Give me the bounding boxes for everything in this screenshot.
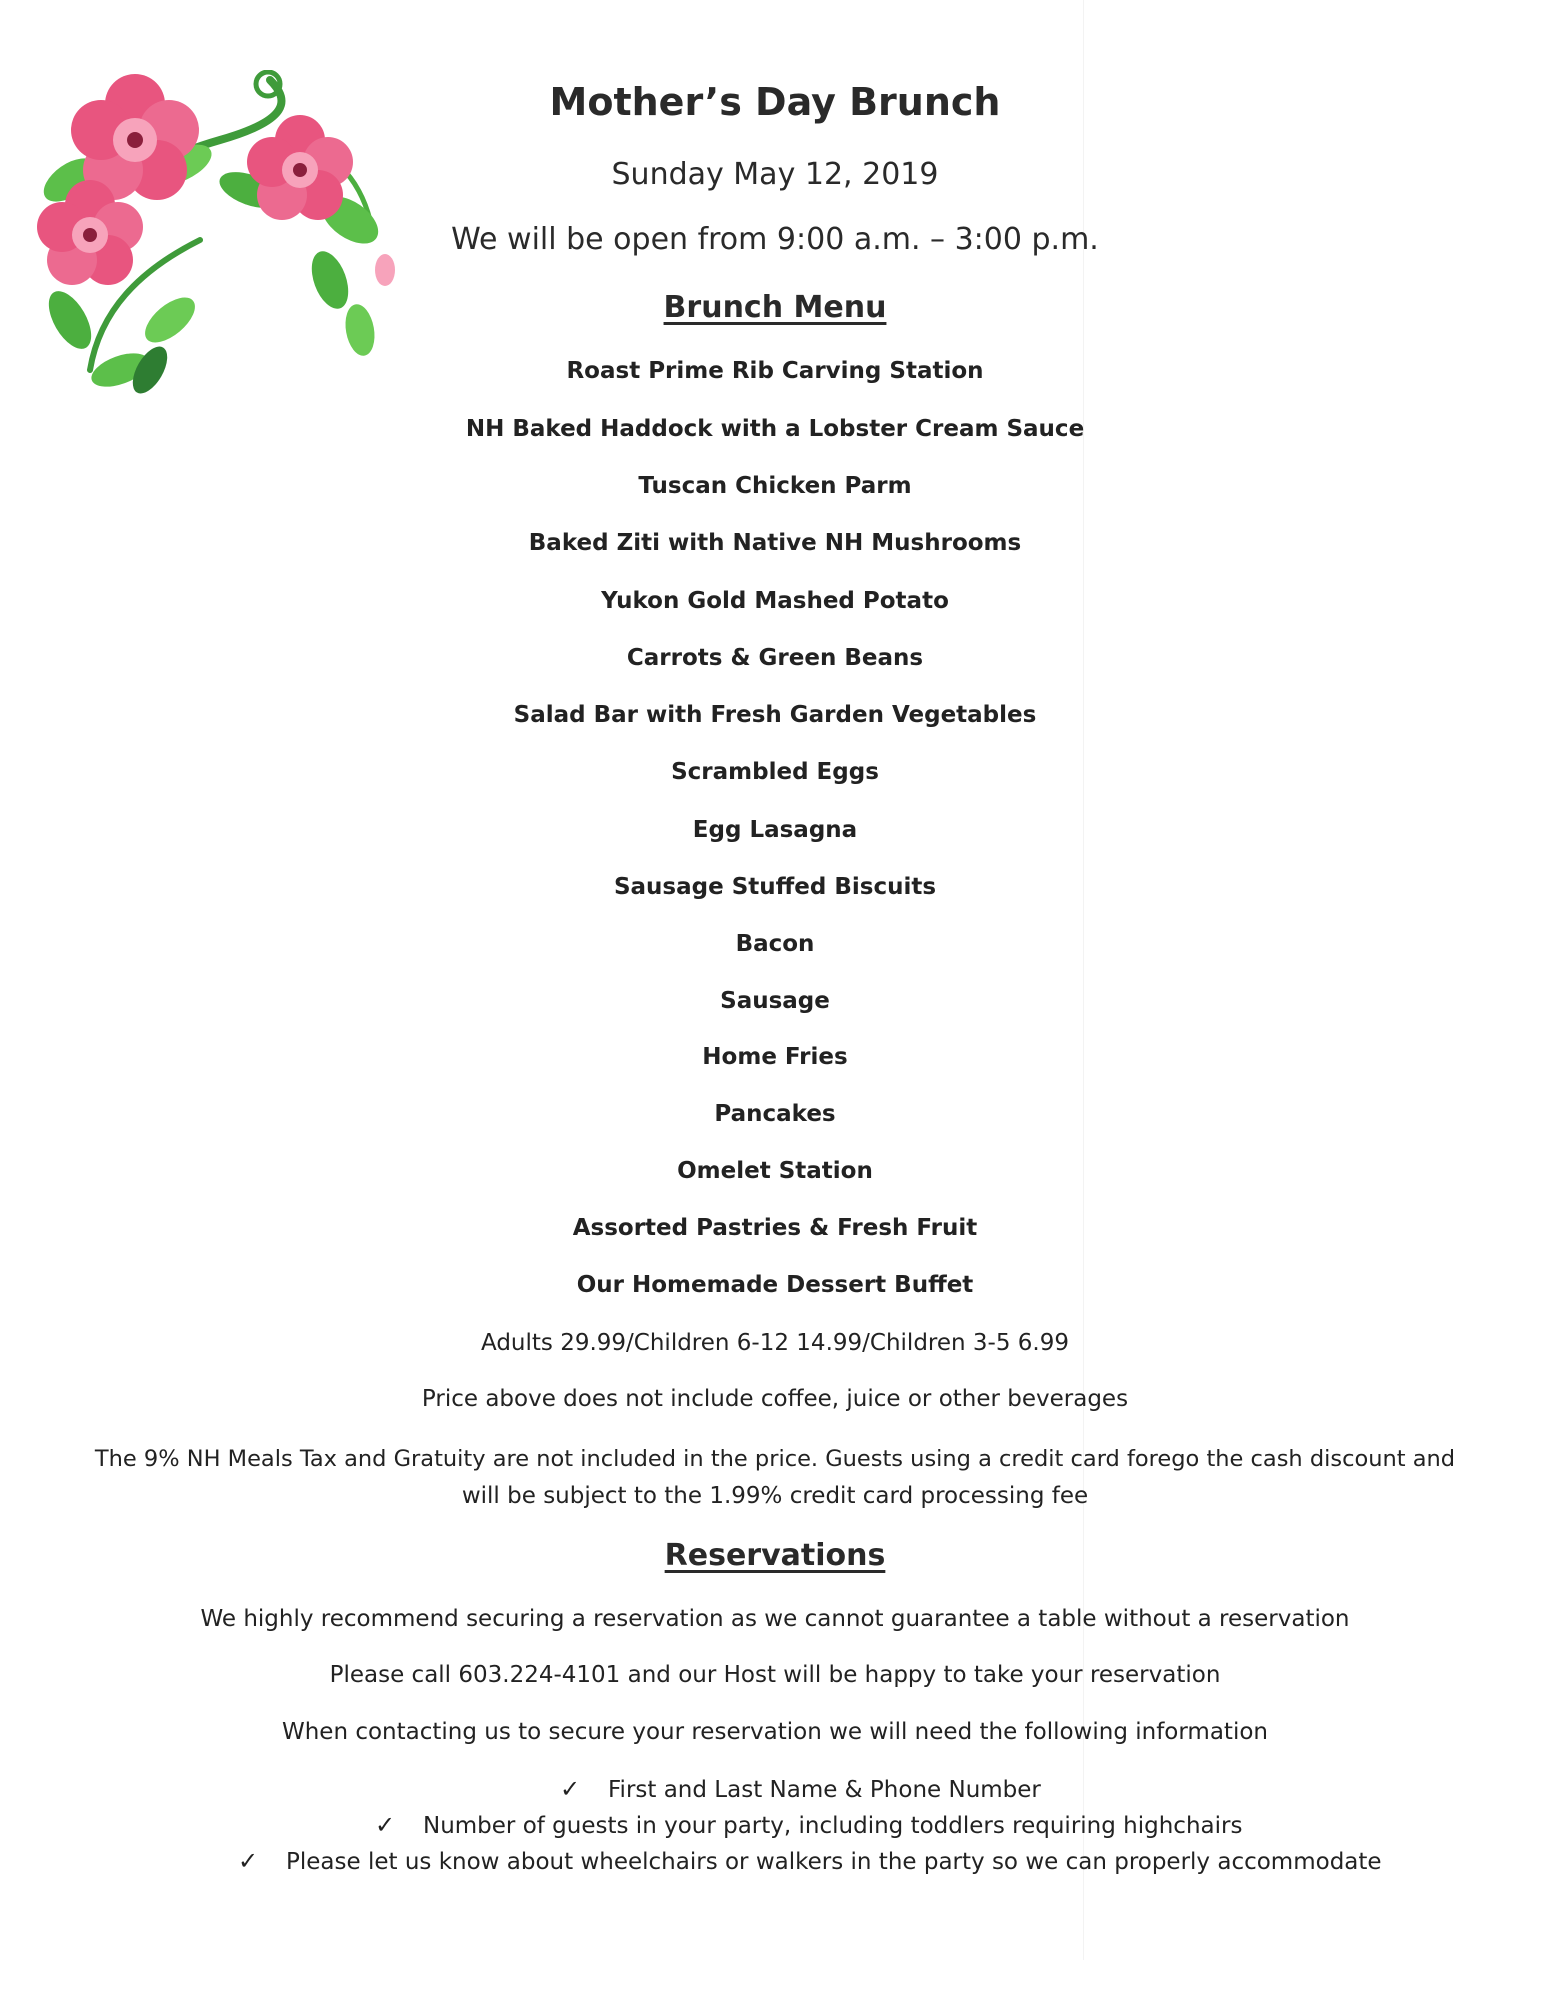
price-list: Adults 29.99/Children 6-12 14.99/Children 3-5 6.99 xyxy=(480,1330,1069,1356)
requirement-item xyxy=(560,1775,1041,1803)
requirement-item xyxy=(375,1811,1242,1839)
requirement-item xyxy=(238,1847,1382,1875)
menu-item: Sausage Stuffed Biscuits xyxy=(613,874,937,900)
menu-item: Scrambled Eggs xyxy=(671,759,879,785)
requirement-text: Please let us know about wheelchairs or walkers in the party so we can properly accommodate xyxy=(286,1849,1382,1875)
menu-item: Tuscan Chicken Parm xyxy=(638,473,912,499)
check-icon: ✓ xyxy=(375,1811,396,1839)
reservation-recommendation: We highly recommend securing a reservation as we cannot guarantee a table without a reservation xyxy=(200,1606,1350,1632)
menu-item: Sausage xyxy=(720,988,830,1014)
menu-item: Carrots & Green Beans xyxy=(626,645,924,671)
menu-item: Pancakes xyxy=(714,1101,836,1127)
menu-item: Salad Bar with Fresh Garden Vegetables xyxy=(513,702,1037,728)
tax-note-line-2: will be subject to the 1.99% credit card processing fee xyxy=(461,1483,1089,1509)
menu-item: Omelet Station xyxy=(677,1158,873,1184)
reservations-heading: Reservations xyxy=(664,1538,886,1573)
menu-item: Our Homemade Dessert Buffet xyxy=(576,1272,974,1298)
menu-item: Yukon Gold Mashed Potato xyxy=(601,588,949,614)
brunch-menu-heading: Brunch Menu xyxy=(663,290,887,325)
check-icon: ✓ xyxy=(560,1775,581,1803)
reservation-info-intro: When contacting us to secure your reservation we will need the following information xyxy=(281,1719,1268,1745)
menu-item: Baked Ziti with Native NH Mushrooms xyxy=(528,530,1022,556)
menu-item: Roast Prime Rib Carving Station xyxy=(566,358,984,384)
opening-hours: We will be open from 9:00 a.m. – 3:00 p.m. xyxy=(451,222,1099,257)
menu-item: NH Baked Haddock with a Lobster Cream Sauce xyxy=(465,416,1085,442)
tax-note-line-1: The 9% NH Meals Tax and Gratuity are not included in the price. Guests using a credit card forego the cash discount and xyxy=(94,1446,1456,1472)
check-icon: ✓ xyxy=(238,1847,259,1875)
menu-item: Bacon xyxy=(735,931,815,957)
event-date: Sunday May 12, 2019 xyxy=(611,157,939,192)
menu-item: Egg Lasagna xyxy=(692,817,858,843)
menu-item: Assorted Pastries & Fresh Fruit xyxy=(572,1215,978,1241)
requirement-text: Number of guests in your party, including toddlers requiring highchairs xyxy=(423,1813,1243,1839)
page-title: Mother’s Day Brunch xyxy=(549,80,1001,124)
requirement-text: First and Last Name & Phone Number xyxy=(608,1777,1041,1803)
beverages-note: Price above does not include coffee, juice or other beverages xyxy=(421,1386,1129,1412)
menu-item: Home Fries xyxy=(702,1044,848,1070)
reservation-phone-note: Please call 603.224-4101 and our Host will be happy to take your reservation xyxy=(329,1662,1221,1688)
